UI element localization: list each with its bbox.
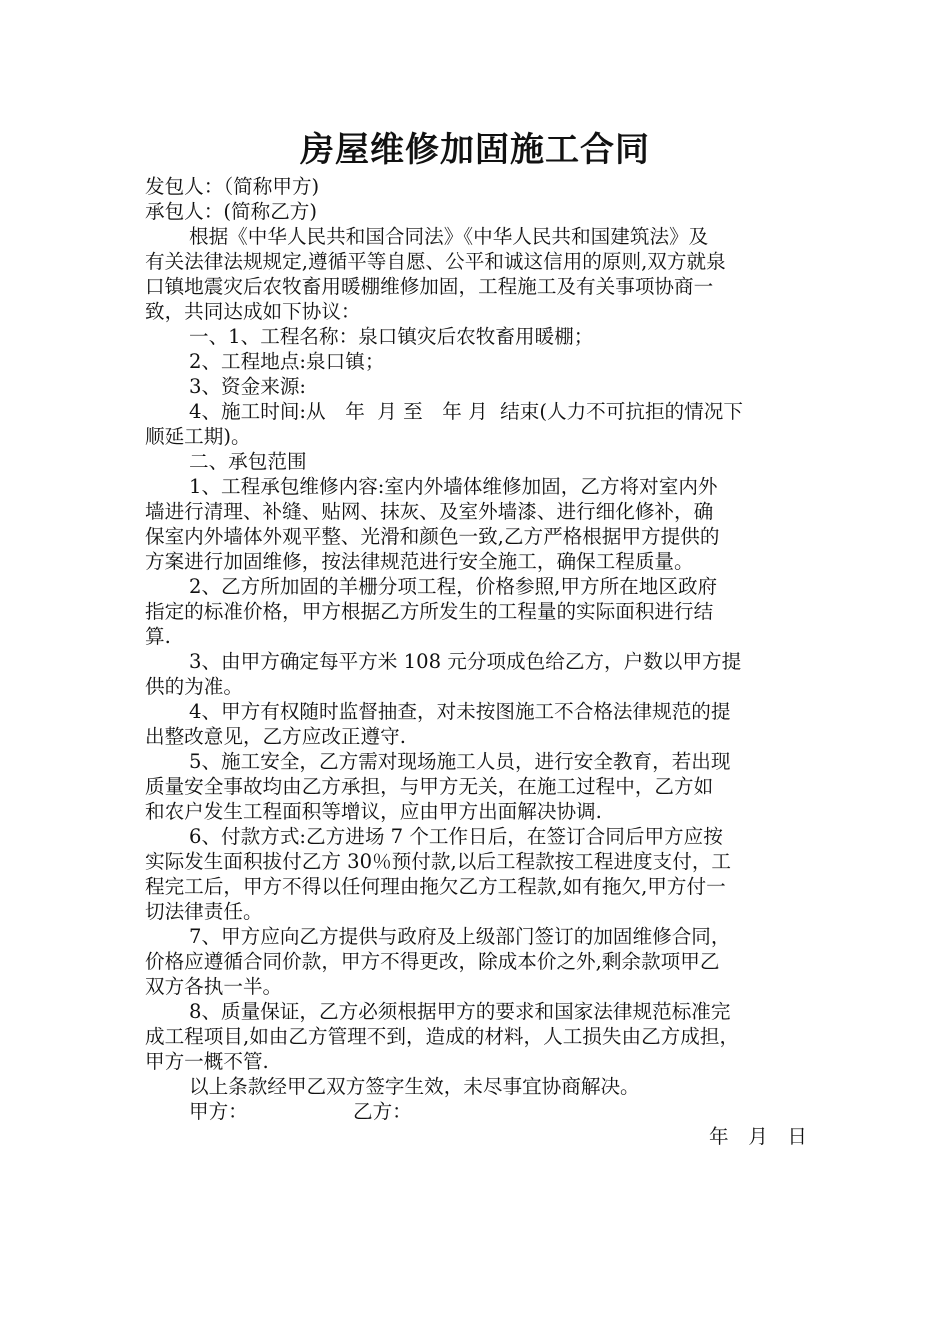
construction-period-cont: 顺延工期)。	[145, 425, 251, 448]
clause-item	[145, 749, 811, 824]
section-two-heading: 二、承包范围	[189, 450, 307, 473]
clause-line: 价格应遵循合同价款，甲方不得更改，除成本价之外,剩余款项甲乙	[145, 950, 720, 973]
signature-row	[145, 1099, 811, 1124]
clause-first-line: 8、质量保证，乙方必须根据甲方的要求和国家法律规范标准完	[189, 1000, 731, 1023]
clause-item	[145, 924, 811, 999]
clause-item	[145, 699, 811, 749]
contract-body	[145, 174, 811, 1149]
preamble-line: 有关法律法规规定,遵循平等自愿、公平和诚这信用的原则,双方就泉	[145, 250, 726, 273]
clause-line: 甲方一概不管.	[145, 1050, 269, 1073]
clause-line: 程完工后，甲方不得以任何理由拖欠乙方工程款,如有拖欠,甲方付一	[145, 875, 726, 898]
preamble-line: 根据《中华人民共和国合同法》《中华人民共和国建筑法》及	[189, 225, 709, 248]
clause-line: 方案进行加固维修，按法律规范进行安全施工，确保工程质量。	[145, 550, 694, 573]
document-title: 房屋维修加固施工合同	[300, 130, 650, 170]
clause-item	[145, 574, 811, 649]
clause-item	[145, 474, 811, 574]
clause-line: 质量安全事故均由乙方承担，与甲方无关，在施工过程中，乙方如	[145, 775, 714, 798]
clause-first-line: 5、施工安全，乙方需对现场施工人员，进行安全教育，若出现	[189, 750, 731, 773]
project-location-line: 2、工程地点:泉口镇；	[189, 350, 385, 373]
clause-line: 成工程项目,如由乙方管理不到，造成的材料，人工损失由乙方成担，	[145, 1025, 740, 1048]
signature-date	[145, 1124, 811, 1149]
preamble-line: 致，共同达成如下协议：	[145, 300, 361, 323]
clause-item	[145, 649, 811, 699]
clause-line: 供的为准。	[145, 675, 243, 698]
clause-first-line: 4、甲方有权随时监督抽查，对未按图施工不合格法律规范的提	[189, 700, 731, 723]
clause-line: 切法律责任。	[145, 900, 263, 923]
project-name-line: 一、1、工程名称：泉口镇灾后农牧畜用暖棚；	[189, 325, 594, 348]
clause-line: 双方各执一半。	[145, 975, 283, 998]
clause-line: 保室内外墙体外观平整、光滑和颜色一致,乙方严格根据甲方提供的	[145, 525, 720, 548]
clause-line: 算.	[145, 625, 171, 648]
party-a-line: 发包人：（简称甲方)	[145, 175, 320, 198]
party-a-signature: 甲方：	[189, 1100, 248, 1123]
clause-line: 出整改意见，乙方应改正遵守.	[145, 725, 406, 748]
closing-statement: 以上条款经甲乙双方签字生效，未尽事宜协商解决。	[189, 1075, 640, 1098]
preamble-line: 口镇地震灾后农牧畜用暖棚维修加固，工程施工及有关事项协商一	[145, 275, 714, 298]
clause-first-line: 7、甲方应向乙方提供与政府及上级部门签订的加固维修合同，	[189, 925, 731, 948]
clause-line: 指定的标准价格，甲方根据乙方所发生的工程量的实际面积进行结	[145, 600, 714, 623]
clause-first-line: 1、工程承包维修内容:室内外墙体维修加固，乙方将对室内外	[189, 475, 718, 498]
construction-period-line: 4、施工时间:从 年 月 至 年 月 结束(人力不可抗拒的情况下	[189, 400, 743, 423]
clause-list	[145, 474, 811, 1074]
clause-line: 和农户发生工程面积等增议，应由甲方出面解决协调.	[145, 800, 602, 823]
section-one	[145, 324, 811, 449]
clause-first-line: 3、由甲方确定每平方米 108 元分项成色给乙方，户数以甲方提	[189, 650, 742, 673]
clause-line: 实际发生面积拔付乙方 30％预付款,以后工程款按工程进度支付，工	[145, 850, 732, 873]
funding-source-line: 3、资金来源:	[189, 375, 307, 398]
clause-item	[145, 999, 811, 1074]
party-b-line: 承包人：(简称乙方)	[145, 200, 318, 223]
clause-line: 墙进行清理、补缝、贴网、抹灰、及室外墙漆、进行细化修补，确	[145, 500, 714, 523]
clause-first-line: 6、付款方式:乙方进场 7 个工作日后，在签订合同后甲方应按	[189, 825, 723, 848]
clause-item	[145, 824, 811, 924]
date-placeholder: 年 月 日	[709, 1125, 807, 1148]
clause-first-line: 2、乙方所加固的羊栅分项工程，价格参照,甲方所在地区政府	[189, 575, 718, 598]
party-b-signature: 乙方：	[353, 1100, 412, 1123]
preamble-paragraph	[145, 224, 811, 324]
